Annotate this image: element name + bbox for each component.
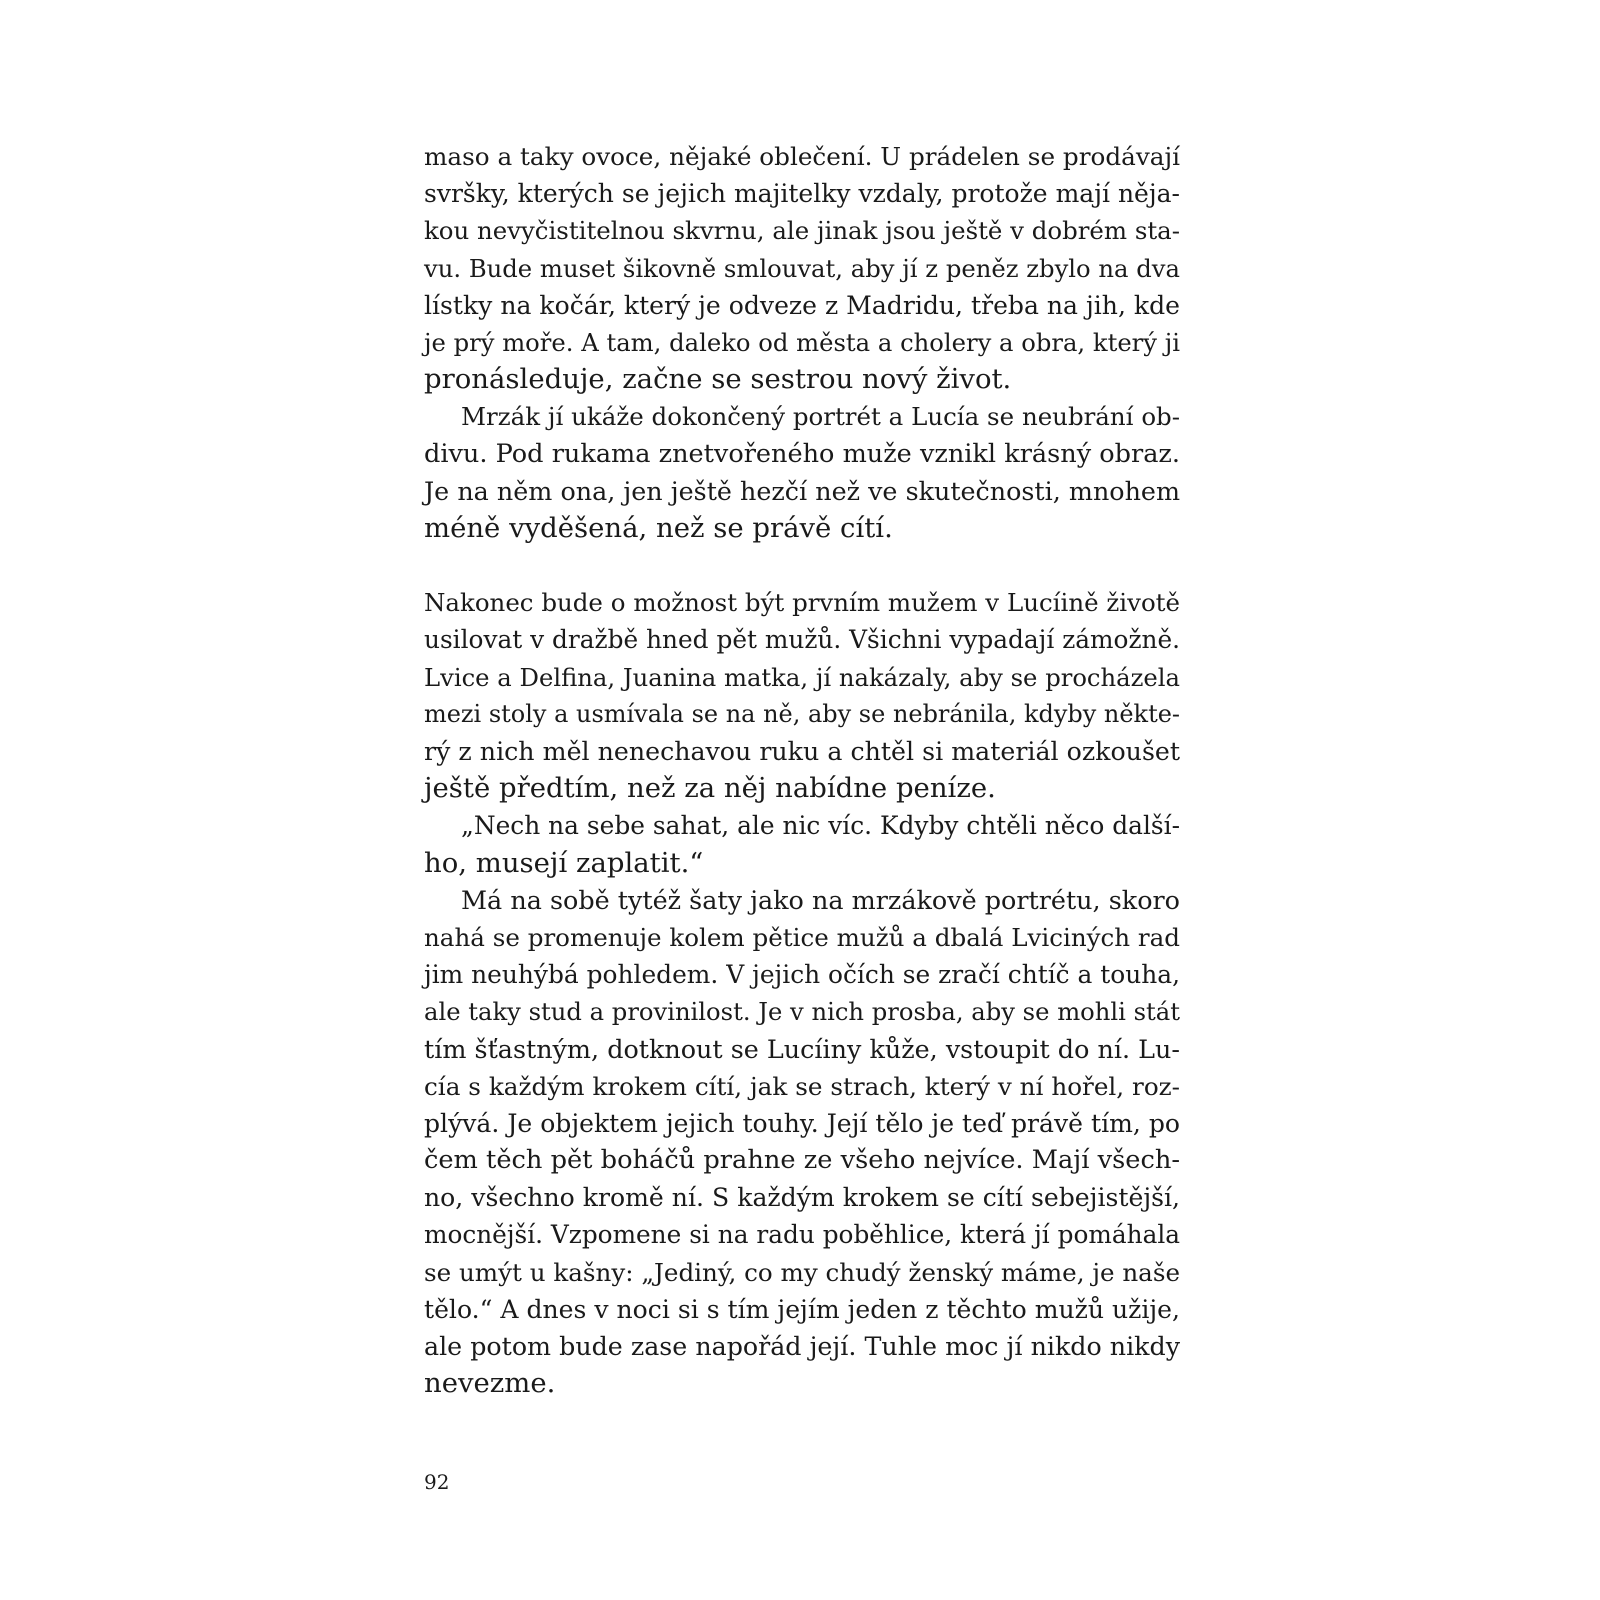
text-line: jim neuhýbá pohledem. V jejich očích se zračí chtíč a touha, xyxy=(424,960,1180,990)
text-line: kou nevyčistitelnou skvrnu, ale jinak jsou ještě v dobrém sta- xyxy=(424,216,1180,246)
text-line: pronásleduje, začne se sestrou nový život. xyxy=(424,363,1012,396)
text-line: ale potom bude zase napořád její. Tuhle moc jí nikdo nikdy xyxy=(424,1332,1180,1361)
paragraph xyxy=(424,584,1180,807)
text-line: čem těch pět boháčů prahne ze všeho nejvíce. Mají všech- xyxy=(424,1145,1180,1176)
text-line: mezi stoly a usmívala se na ně, aby se nebránila, kdyby někte- xyxy=(424,699,1180,728)
body-text xyxy=(424,138,1180,1402)
text-line: ještě předtím, než za něj nabídne peníze. xyxy=(424,772,996,805)
text-line: Je na něm ona, jen ještě hezčí než ve skutečnosti, mnohem xyxy=(424,475,1180,506)
text-line: tělo.“ A dnes v noci si s tím jejím jeden z těchto mužů užije, xyxy=(424,1294,1180,1324)
paragraph xyxy=(424,807,1180,881)
text-line: usilovat v dražbě hned pět mužů. Všichni vypadají zámožně. xyxy=(424,625,1180,655)
text-line: vu. Bude muset šikovně smlouvat, aby jí z peněz zbylo na dva xyxy=(424,253,1180,283)
text-line: „Nech na sebe sahat, ale nic víc. Kdyby chtěli něco další- xyxy=(461,811,1180,841)
text-line: nevezme. xyxy=(424,1367,556,1400)
paragraph xyxy=(424,398,1180,547)
text-line: lístky na kočár, který je odveze z Madridu, třeba na jih, kde xyxy=(424,290,1180,320)
text-line: je prý moře. A tam, daleko od města a cholery a obra, který ji xyxy=(424,327,1180,357)
section-gap xyxy=(424,547,1180,584)
text-line: nahá se promenuje kolem pětice mužů a dbalá Lviciných rad xyxy=(424,922,1180,952)
text-line: no, všechno kromě ní. S každým krokem se cítí sebejistější, xyxy=(424,1183,1180,1213)
page-number: 92 xyxy=(424,1470,450,1494)
text-line: Nakonec bude o možnost být prvním mužem v Lucíině životě xyxy=(424,588,1180,618)
text-line: rý z nich měl nenechavou ruku a chtěl si materiál ozkoušet xyxy=(424,737,1180,766)
text-line: ale taky stud a provinilost. Je v nich prosba, aby se mohli stát xyxy=(424,997,1180,1027)
paragraph xyxy=(424,138,1180,398)
paragraph xyxy=(424,882,1180,1403)
text-line: ho, musejí zaplatit.“ xyxy=(424,846,704,879)
text-line: cía s každým krokem cítí, jak se strach, který v ní hořel, roz- xyxy=(424,1071,1180,1101)
text-line: tím šťastným, dotknout se Lucíiny kůže, vstoupit do ní. Lu- xyxy=(424,1033,1180,1064)
text-line: maso a taky ovoce, nějaké oblečení. U prádelen se prodávají xyxy=(424,142,1180,171)
text-line: Má na sobě tytéž šaty jako na mrzákově portrétu, skoro xyxy=(461,884,1180,915)
text-line: Mrzák jí ukáže dokončený portrét a Lucía se neubrání ob- xyxy=(461,402,1180,432)
text-line: divu. Pod rukama znetvořeného muže vznikl krásný obraz. xyxy=(424,438,1180,469)
text-line: méně vyděšená, než se právě cítí. xyxy=(424,511,893,544)
text-line: svršky, kterých se jejich majitelky vzdaly, protože mají něja- xyxy=(424,179,1180,209)
text-line: se umýt u kašny: „Jediný, co my chudý ženský máme, je naše xyxy=(424,1257,1180,1287)
text-line: plývá. Je objektem jejich touhy. Její tělo je teď právě tím, po xyxy=(424,1108,1180,1138)
text-line: mocnější. Vzpomene si na radu poběhlice, která jí pomáhala xyxy=(424,1220,1180,1250)
text-line: Lvice a Delfina, Juanina matka, jí nakázaly, aby se procházela xyxy=(424,662,1180,692)
